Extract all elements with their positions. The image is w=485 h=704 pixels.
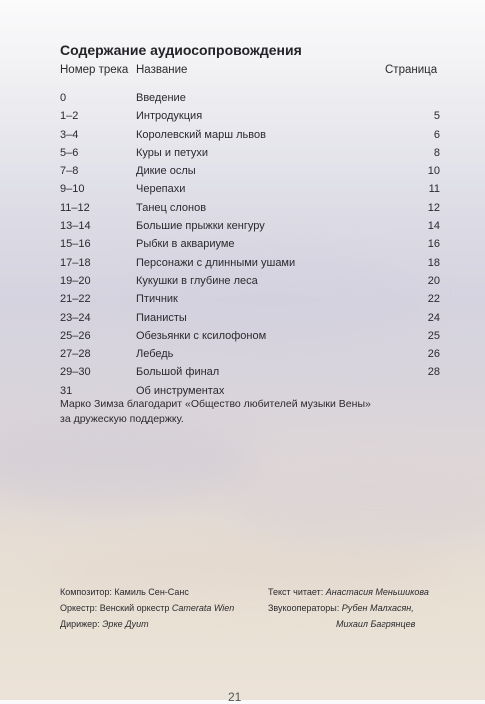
acknowledgement-line: Марко Зимза благодарит «Общество любителей музыки Вены» [60,398,371,410]
track-name: Дикие ослы [136,165,196,178]
credits-right [268,584,429,632]
track-row [60,199,440,217]
track-name: Королевский марш львов [136,128,266,141]
track-row [60,217,440,235]
track-number: 11–12 [60,201,90,214]
track-row [60,363,440,381]
track-row [60,180,440,198]
track-name: Обезьянки с ксилофоном [136,329,267,342]
track-row [60,162,440,180]
credit-sound: Звукооператоры: Рубен Малхасян, [268,603,414,613]
track-page: 12 [427,201,440,214]
track-number: 21–22 [60,293,91,306]
track-row [60,327,440,345]
track-row [60,235,440,253]
track-name: Птичник [136,293,178,306]
acknowledgement [60,397,371,427]
acknowledgement-line: за дружескую поддержку. [60,413,184,425]
column-header-page: Страница [385,64,438,76]
track-page: 22 [427,293,440,306]
track-page: 24 [427,311,440,324]
track-number: 9–10 [60,183,85,196]
track-page: 18 [427,256,440,269]
track-row [60,272,440,290]
track-page: 14 [427,220,440,233]
track-name: Введение [136,92,186,104]
track-number: 25–26 [60,329,91,342]
track-page: 11 [428,183,440,196]
track-page: 26 [427,348,440,361]
track-row [60,309,440,327]
track-row [60,107,440,125]
track-row [60,144,440,162]
credit-sound-cont: Михаил Багрянцев [336,619,416,629]
credit-composer: Композитор: Камиль Сен-Санс [60,587,189,597]
track-page: 25 [427,329,440,342]
track-page: 5 [433,110,440,123]
track-number: 13–14 [60,220,91,233]
page-title: Содержание аудиосопровождения [60,42,302,58]
credit-conductor: Дирижер: Эрке Дуит [60,619,149,629]
track-number: 17–18 [60,256,91,269]
track-number: 23–24 [60,311,91,324]
column-header-track: Номер трека [60,64,129,76]
track-number: 27–28 [60,348,91,361]
track-name: Лебедь [136,348,174,361]
track-name: Большой финал [136,366,220,379]
track-number: 15–16 [60,238,91,251]
track-name: Куры и петухи [136,146,209,159]
track-name: Черепахи [136,183,186,196]
track-name: Танец слонов [136,201,207,214]
credit-orchestra: Оркестр: Венский оркестр Camerata Wien [60,603,235,613]
track-name: Об инструментах [136,384,225,397]
track-number: 31 [60,384,73,397]
track-page: 10 [427,165,440,178]
track-name: Персонажи с длинными ушами [136,256,296,269]
track-page: 6 [433,128,440,141]
track-row [60,126,440,144]
track-number: 29–30 [60,366,91,379]
track-page: 16 [427,238,440,251]
page-number: 21 [228,690,242,704]
credits-left [60,584,234,632]
column-header-name: Название [136,64,188,76]
track-row [60,290,440,308]
track-row [60,345,440,363]
track-page: 28 [427,366,440,379]
track-page: 20 [427,274,440,287]
track-row [60,89,440,107]
track-name: Кукушки в глубине леса [136,274,258,287]
track-number: 1–2 [60,110,79,123]
credit-reader: Текст читает: Анастасия Меньшикова [268,587,429,597]
track-name: Интродукция [136,110,203,123]
track-number: 0 [60,92,67,104]
track-row [60,254,440,272]
track-name: Рыбки в аквариуме [136,238,235,251]
track-list [60,89,440,400]
track-page: 8 [433,146,440,159]
track-name: Пианисты [136,311,187,324]
track-number: 5–6 [60,146,79,159]
track-number: 7–8 [60,165,79,178]
track-number: 3–4 [60,128,79,141]
track-name: Большие прыжки кенгуру [136,220,265,233]
track-number: 19–20 [60,274,91,287]
